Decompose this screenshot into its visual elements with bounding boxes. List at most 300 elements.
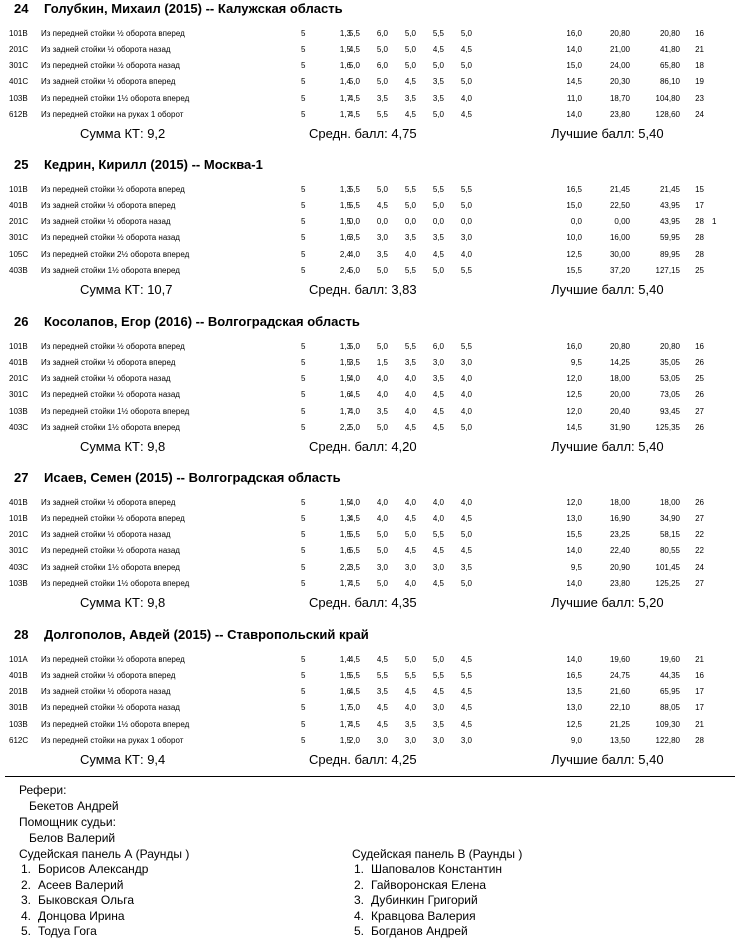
dive-description: Из передней стойки ½ оборота вперед [41,342,185,351]
raw-score: 13,0 [566,514,582,523]
athlete-rank: 26 [14,314,29,329]
judge-score: 4,5 [348,687,360,696]
running-place: 18 [695,61,704,70]
dive-height: 5 [301,110,306,119]
raw-score: 16,5 [566,671,582,680]
athlete-summary [0,124,750,144]
running-place: 16 [695,671,704,680]
dive-code: 401B [9,498,28,507]
dive-description: Из задней стойки ½ оборота назад [41,530,171,539]
dive-difficulty: 1,6 [339,546,351,555]
best-score: Лучшие балл: 5,40 [551,282,664,297]
judge-name: Тодуа Гога [38,924,97,939]
dive-difficulty: 1,5 [339,498,351,507]
judge-score: 4,0 [404,407,416,416]
dive-height: 5 [301,720,306,729]
dive-points: 21,00 [609,45,630,54]
judge-score: 4,0 [348,374,360,383]
dive-difficulty: 1,5 [339,671,351,680]
running-total: 44,35 [659,671,680,680]
running-total: 21,45 [659,185,680,194]
judge-name: Борисов Александр [38,862,149,876]
dive-description: Из передней стойки ½ оборота назад [41,233,180,242]
judge-score: 3,5 [432,720,444,729]
judge-score: 5,5 [404,342,416,351]
judge-score: 5,0 [348,423,360,432]
running-place: 25 [695,266,704,275]
dive-points: 21,25 [609,720,630,729]
sum-kt: Сумма КТ: 9,8 [80,439,166,454]
athlete-rank: 28 [14,627,29,642]
dive-code: 101B [9,185,28,194]
dive-description: Из передней стойки на руках 1 оборот [41,110,184,119]
dive-code: 101B [9,29,28,38]
dive-row [0,214,750,230]
judge-score: 4,5 [432,687,444,696]
dive-points: 21,60 [609,687,630,696]
raw-score: 14,5 [566,77,582,86]
dive-row [0,371,750,387]
judge-score: 0,0 [432,217,444,226]
dive-row [0,387,750,403]
dive-points: 20,00 [609,390,630,399]
running-total: 86,10 [659,77,680,86]
athlete-block [0,0,750,150]
judge-score: 4,5 [376,201,388,210]
raw-score: 11,0 [567,94,582,103]
average-score: Средн. балл: 4,20 [309,439,417,454]
dive-height: 5 [301,687,306,696]
dive-height: 5 [301,266,306,275]
dive-difficulty: 1,4 [339,655,351,664]
running-place: 17 [695,687,704,696]
judge-score: 5,0 [376,185,388,194]
judge-score: 5,5 [348,671,360,680]
judge-score: 5,0 [376,77,388,86]
running-total: 122,80 [655,736,680,745]
judge-score: 4,5 [404,77,416,86]
dive-code: 201C [9,217,29,226]
judge-score: 5,5 [348,185,360,194]
running-place: 27 [695,407,704,416]
dive-height: 5 [301,45,306,54]
dive-height: 5 [301,703,306,712]
running-place: 28 [695,250,704,259]
running-total: 89,95 [659,250,680,259]
running-place: 28 [695,233,704,242]
dive-points: 0,00 [614,217,630,226]
dive-points: 18,00 [609,374,630,383]
judge-score: 5,0 [404,530,416,539]
panel-judge [19,878,299,894]
judge-score: 5,0 [460,29,472,38]
running-place: 21 [695,45,704,54]
raw-score: 16,5 [566,185,582,194]
dive-height: 5 [301,94,306,103]
dive-row [0,339,750,355]
judge-score: 4,0 [460,390,472,399]
dive-row [0,733,750,749]
running-place: 21 [695,655,704,664]
dive-points: 20,90 [609,563,630,572]
judge-score: 5,0 [432,110,444,119]
raw-score: 12,5 [566,250,582,259]
panel-b-list [352,862,652,940]
dive-row [0,198,750,214]
judge-name: Богданов Андрей [371,924,468,939]
dive-height: 5 [301,29,306,38]
judge-score: 4,5 [432,390,444,399]
raw-score: 12,0 [566,374,582,383]
judge-score: 4,0 [376,498,388,507]
dive-difficulty: 2,2 [339,423,351,432]
dive-description: Из передней стойки ½ оборота вперед [41,655,185,664]
dive-difficulty: 1,5 [339,374,351,383]
judge-score: 3,0 [432,736,444,745]
judge-score: 5,0 [376,45,388,54]
judge-score: 4,5 [432,407,444,416]
panel-judge [19,862,299,878]
judge-score: 3,0 [460,358,472,367]
dive-height: 5 [301,374,306,383]
judge-score: 4,5 [348,110,360,119]
panel-a-list [19,862,299,940]
judge-number: 5. [20,924,31,939]
dive-code: 201C [9,45,29,54]
dive-description: Из задней стойки ½ оборота назад [41,687,171,696]
dive-difficulty: 1,7 [339,720,351,729]
dive-code: 301B [9,703,28,712]
judge-score: 5,5 [376,671,388,680]
dive-difficulty: 1,7 [339,94,351,103]
judge-score: 5,0 [460,61,472,70]
judge-score: 4,5 [348,94,360,103]
dive-difficulty: 1,6 [339,390,351,399]
running-total: 41,80 [659,45,680,54]
best-score: Лучшие балл: 5,40 [551,126,664,141]
dive-code: 201C [9,374,29,383]
judge-name: Гайворонская Елена [371,877,487,892]
dive-row [0,230,750,246]
athlete-block [0,156,750,306]
judge-score: 5,5 [432,185,444,194]
dive-code: 103B [9,407,28,416]
judge-score: 5,0 [376,546,388,555]
dive-row [0,527,750,543]
dive-row [0,404,750,420]
raw-score: 12,5 [566,390,582,399]
judge-score: 3,5 [432,233,444,242]
raw-score: 16,0 [566,29,582,38]
judge-score: 3,0 [432,703,444,712]
raw-score: 12,0 [566,498,582,507]
judge-score: 5,0 [376,342,388,351]
dive-row [0,263,750,279]
sum-kt: Сумма КТ: 9,2 [80,126,166,141]
raw-score: 9,5 [570,358,582,367]
dive-difficulty: 2,4 [339,266,351,275]
running-place: 28 [695,217,704,226]
judge-score: 4,5 [348,45,360,54]
judge-score: 4,5 [432,579,444,588]
dive-points: 18,70 [609,94,630,103]
judge-score: 4,0 [404,498,416,507]
dive-difficulty: 1,3 [339,185,351,194]
dive-points: 20,80 [609,29,630,38]
dive-description: Из передней стойки ½ оборота назад [41,61,180,70]
running-total: 125,35 [655,423,680,432]
running-total: 127,15 [655,266,680,275]
judge-score: 5,5 [404,185,416,194]
running-total: 65,80 [659,61,680,70]
dive-points: 24,00 [609,61,630,70]
athlete-summary [0,437,750,457]
judge-score: 4,0 [404,374,416,383]
judge-name: Донцова Ирина [38,908,125,923]
running-total: 80,55 [659,546,680,555]
judge-score: 3,5 [432,374,444,383]
dive-points: 37,20 [609,266,630,275]
dive-description: Из передней стойки 2½ оборота вперед [41,250,190,259]
dive-description: Из задней стойки ½ оборота назад [41,217,171,226]
dive-difficulty: 1,3 [339,29,351,38]
dive-points: 14,25 [609,358,630,367]
judge-score: 4,0 [404,579,416,588]
judge-score: 4,5 [404,110,416,119]
dive-description: Из передней стойки 1½ оборота вперед [41,94,190,103]
running-total: 125,25 [655,579,680,588]
judge-number: 1. [20,862,31,876]
judge-score: 5,5 [460,266,472,275]
judge-score: 4,5 [460,655,472,664]
judge-score: 4,5 [432,546,444,555]
dive-difficulty: 2,2 [339,563,351,572]
dive-height: 5 [301,77,306,86]
judge-score: 3,0 [404,563,416,572]
judge-score: 4,0 [460,94,472,103]
dive-description: Из задней стойки 1½ оборота вперед [41,423,180,432]
judge-score: 5,0 [348,77,360,86]
athlete-name: Долгополов, Авдей (2015) -- Ставропольский край [44,627,369,642]
raw-score: 14,0 [566,110,582,119]
judge-score: 4,0 [376,390,388,399]
running-place: 26 [695,358,704,367]
judge-score: 0,0 [404,217,416,226]
dive-difficulty: 1,7 [339,407,351,416]
dive-code: 301C [9,233,29,242]
running-total: 19,60 [659,655,680,664]
judge-score: 4,5 [348,390,360,399]
average-score: Средн. балл: 4,35 [309,595,417,610]
dive-code: 403B [9,266,28,275]
dive-height: 5 [301,61,306,70]
dive-description: Из задней стойки ½ оборота вперед [41,498,176,507]
sum-kt: Сумма КТ: 10,7 [80,282,173,297]
judge-score: 3,0 [376,736,388,745]
running-place: 28 [695,736,704,745]
judge-score: 4,0 [348,407,360,416]
dive-row [0,668,750,684]
dive-code: 101B [9,514,28,523]
dive-height: 5 [301,217,306,226]
dive-height: 5 [301,514,306,523]
judge-score: 1,5 [376,358,388,367]
running-total: 43,95 [659,201,680,210]
referee-name: Бекетов Андрей [29,799,119,813]
dive-height: 5 [301,201,306,210]
dive-row [0,700,750,716]
dive-height: 5 [301,579,306,588]
dive-height: 5 [301,233,306,242]
judge-name: Быковская Ольга [38,893,135,908]
running-total: 59,95 [659,233,680,242]
judge-score: 4,5 [376,703,388,712]
panel-judge [352,878,652,894]
running-place: 24 [695,563,704,572]
judge-score: 5,0 [376,423,388,432]
dive-points: 22,40 [609,546,630,555]
running-place: 27 [695,514,704,523]
dive-points: 23,25 [609,530,630,539]
dive-points: 23,80 [609,579,630,588]
running-place: 25 [695,374,704,383]
dive-height: 5 [301,671,306,680]
running-place: 24 [695,110,704,119]
judge-score: 3,5 [376,250,388,259]
judge-score: 4,0 [460,374,472,383]
judge-score: 4,0 [404,390,416,399]
running-place: 17 [695,201,704,210]
dive-row [0,543,750,559]
dive-difficulty: 1,3 [339,514,351,523]
raw-score: 14,0 [566,655,582,664]
running-place: 26 [695,498,704,507]
judge-number: 1. [353,862,364,876]
dive-code: 403C [9,563,29,572]
raw-score: 15,0 [566,61,582,70]
referee-label: Рефери: [19,783,67,797]
judge-score: 5,5 [460,185,472,194]
dive-points: 24,75 [609,671,630,680]
best-score: Лучшие балл: 5,40 [551,752,664,767]
average-score: Средн. балл: 3,83 [309,282,417,297]
athlete-block [0,313,750,463]
judge-score: 5,5 [348,201,360,210]
dive-height: 5 [301,342,306,351]
dive-difficulty: 1,3 [339,342,351,351]
running-total: 20,80 [659,29,680,38]
dive-row [0,717,750,733]
judge-score: 4,0 [376,374,388,383]
judge-score: 4,5 [460,45,472,54]
panel-b-label: Судейская панель В (Раунды ) [352,847,523,861]
running-total: 34,90 [659,514,680,523]
judge-score: 4,5 [348,655,360,664]
penalty-mark: 1 [712,217,717,226]
judge-score: 3,0 [376,233,388,242]
dive-row [0,576,750,592]
dive-description: Из задней стойки 1½ оборота вперед [41,266,180,275]
judge-score: 0,0 [348,217,360,226]
raw-score: 14,5 [566,423,582,432]
raw-score: 9,5 [570,563,582,572]
dive-description: Из передней стойки 1½ оборота вперед [41,720,190,729]
judge-score: 5,0 [460,201,472,210]
judge-score: 4,5 [432,250,444,259]
running-place: 15 [695,185,704,194]
sum-kt: Сумма КТ: 9,4 [80,752,166,767]
dive-row [0,355,750,371]
judge-score: 4,0 [404,703,416,712]
running-place: 22 [695,546,704,555]
judge-score: 4,0 [404,250,416,259]
judge-score: 5,5 [376,110,388,119]
judge-score: 3,5 [432,94,444,103]
running-total: 65,95 [659,687,680,696]
dive-height: 5 [301,423,306,432]
dive-row [0,511,750,527]
judge-score: 0,0 [376,217,388,226]
dive-height: 5 [301,530,306,539]
dive-code: 301C [9,390,29,399]
officials-section [0,780,750,940]
dive-description: Из задней стойки ½ оборота вперед [41,671,176,680]
dive-code: 301C [9,546,29,555]
judge-score: 3,5 [460,563,472,572]
dive-code: 103B [9,94,28,103]
dive-row [0,560,750,576]
judge-score: 4,0 [348,250,360,259]
dive-height: 5 [301,546,306,555]
judge-score: 4,5 [460,546,472,555]
running-place: 26 [695,423,704,432]
dive-points: 30,00 [609,250,630,259]
raw-score: 12,0 [566,407,582,416]
judge-score: 4,5 [460,703,472,712]
running-place: 17 [695,703,704,712]
judge-score: 5,0 [432,61,444,70]
judge-score: 3,5 [404,233,416,242]
average-score: Средн. балл: 4,75 [309,126,417,141]
dive-description: Из задней стойки ½ оборота вперед [41,201,176,210]
divider [5,776,735,777]
running-total: 128,60 [655,110,680,119]
dive-difficulty: 1,7 [339,703,351,712]
dive-difficulty: 1,7 [339,110,351,119]
dive-points: 23,80 [609,110,630,119]
dive-points: 20,30 [609,77,630,86]
judge-score: 5,5 [432,530,444,539]
judge-score: 5,5 [348,530,360,539]
dive-description: Из задней стойки ½ оборота назад [41,374,171,383]
raw-score: 12,5 [566,720,582,729]
athlete-name: Исаев, Семен (2015) -- Волгоградская область [44,470,341,485]
judge-score: 3,5 [376,687,388,696]
panel-judge [352,862,652,878]
dive-description: Из передней стойки ½ оборота назад [41,703,180,712]
judge-score: 5,0 [404,201,416,210]
judge-score: 4,0 [376,514,388,523]
judge-score: 4,5 [404,514,416,523]
raw-score: 16,0 [566,342,582,351]
dive-description: Из передней стойки на руках 1 оборот [41,736,184,745]
judge-score: 4,5 [404,423,416,432]
judge-score: 5,0 [460,423,472,432]
running-total: 73,05 [659,390,680,399]
judge-score: 5,5 [460,342,472,351]
panel-judge [352,893,652,909]
athlete-summary [0,280,750,300]
